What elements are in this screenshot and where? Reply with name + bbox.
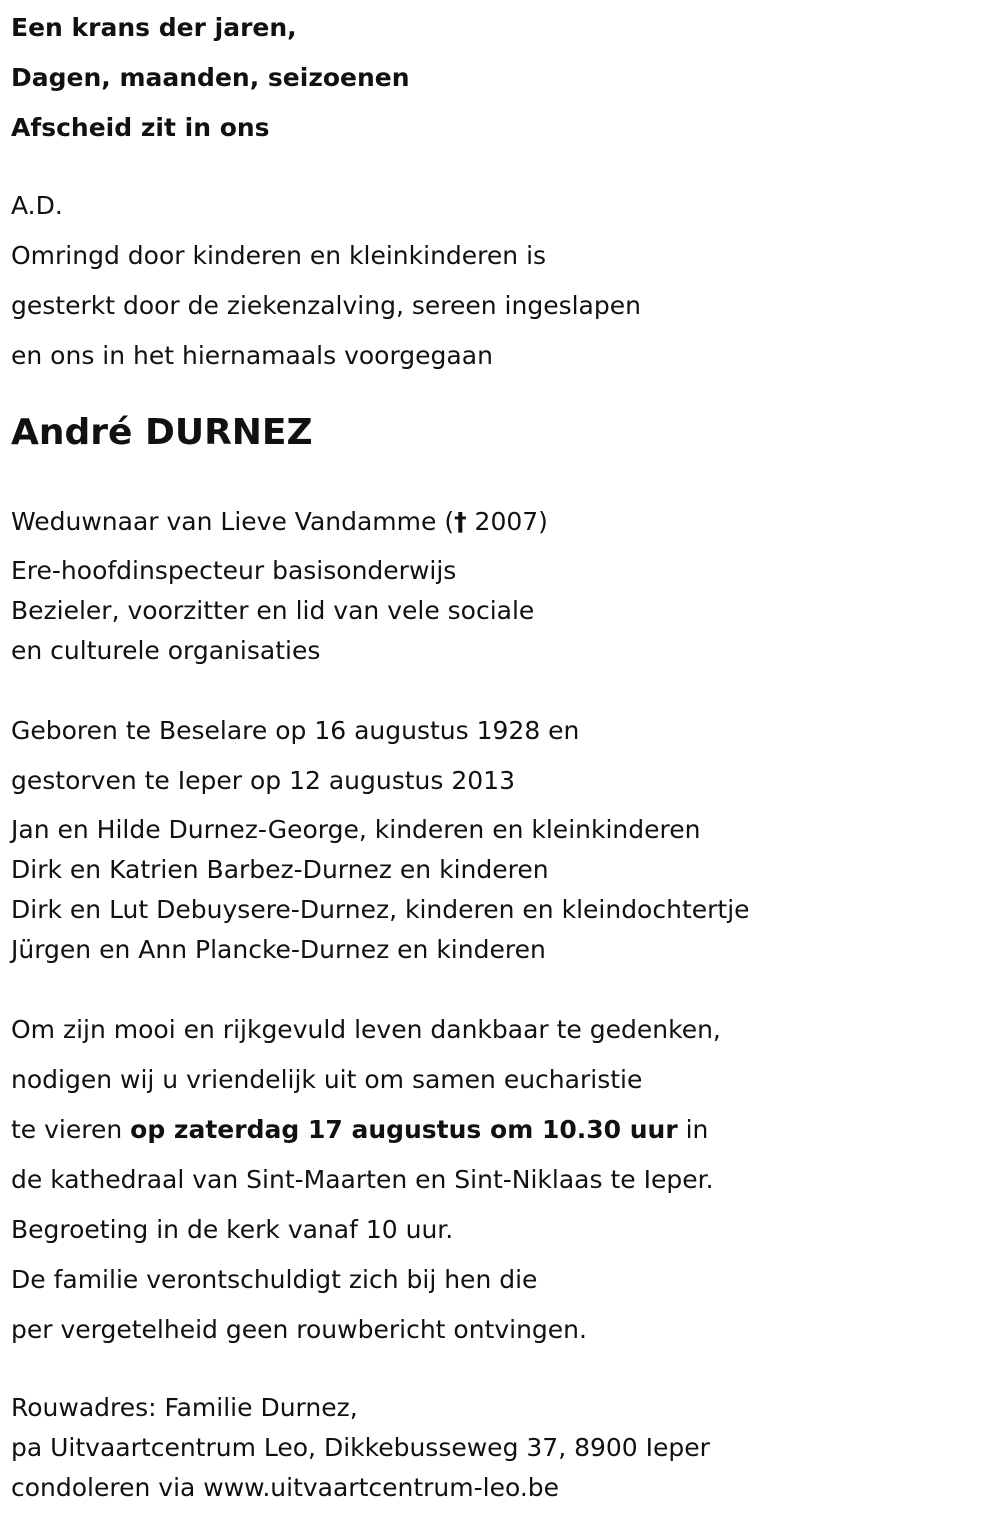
service-line: De familie verontschuldigt zich bij hen die <box>11 1265 538 1294</box>
condolence-link[interactable]: condoleren via www.uitvaartcentrum-leo.be <box>11 1473 560 1502</box>
birth-death <box>11 706 579 806</box>
family-line: Dirk en Katrien Barbez-Durnez en kinderen <box>11 855 549 884</box>
intro <box>11 181 641 381</box>
title-line: Ere-hoofdinspecteur basisonderwijs <box>11 556 457 585</box>
widower-suffix: 2007) <box>466 507 548 536</box>
service-date-prefix: te vieren <box>11 1115 131 1144</box>
poem-line: Afscheid zit in ons <box>11 113 270 142</box>
service-line: nodigen wij u vriendelijk uit om samen eucharistie <box>11 1065 643 1094</box>
poem-line: Een krans der jaren, <box>11 13 297 42</box>
title-line: Bezieler, voorzitter en lid van vele sociale <box>11 596 535 625</box>
family-line: Jan en Hilde Durnez-George, kinderen en kleinkinderen <box>11 815 701 844</box>
deceased-name <box>11 408 313 458</box>
service-line: per vergetelheid geen rouwbericht ontvingen. <box>11 1315 587 1344</box>
family <box>11 810 750 970</box>
service-date-line <box>11 1105 721 1155</box>
service-date-suffix: in <box>677 1115 709 1144</box>
address-line: pa Uitvaartcentrum Leo, Dikkebusseweg 37, 8900 Ieper <box>11 1433 710 1462</box>
service-line: Om zijn mooi en rijkgevuld leven dankbaar te gedenken, <box>11 1015 721 1044</box>
service-line: de kathedraal van Sint-Maarten en Sint-Niklaas te Ieper. <box>11 1165 714 1194</box>
titles <box>11 551 534 671</box>
service-line: Begroeting in de kerk vanaf 10 uur. <box>11 1215 454 1244</box>
address-line: Rouwadres: Familie Durnez, <box>11 1393 358 1422</box>
birth-line: Geboren te Beselare op 16 augustus 1928 en <box>11 716 580 745</box>
death-line: gestorven te Ieper op 12 augustus 2013 <box>11 766 515 795</box>
intro-line: Omringd door kinderen en kleinkinderen is <box>11 241 547 270</box>
service <box>11 1005 721 1355</box>
widower-prefix: Weduwnaar van Lieve Vandamme ( <box>11 507 455 536</box>
widower-line <box>11 497 548 547</box>
service-date: op zaterdag 17 augustus om 10.30 uur <box>130 1115 678 1144</box>
cross-icon: † <box>454 507 467 536</box>
intro-line: gesterkt door de ziekenzalving, sereen ingeslapen <box>11 291 641 320</box>
poem-line: Dagen, maanden, seizoenen <box>11 63 410 92</box>
address <box>11 1388 710 1508</box>
deceased-name-text: André DURNEZ <box>11 412 313 453</box>
family-line: Dirk en Lut Debuysere-Durnez, kinderen en kleindochtertje <box>11 895 750 924</box>
family-line: Jürgen en Ann Plancke-Durnez en kinderen <box>11 935 546 964</box>
intro-line: A.D. <box>11 191 63 220</box>
title-line: en culturele organisaties <box>11 636 321 665</box>
intro-line: en ons in het hiernamaals voorgegaan <box>11 341 493 370</box>
poem <box>11 3 410 153</box>
